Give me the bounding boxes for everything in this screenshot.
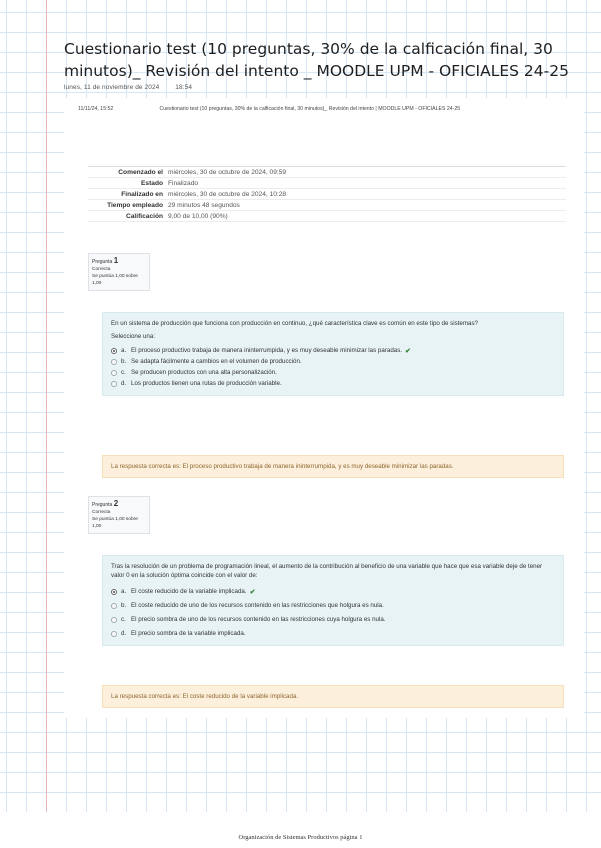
answer-option[interactable] (111, 614, 555, 625)
attempt-summary-table (88, 166, 566, 222)
question-number (92, 257, 146, 266)
option-text: El proceso productivo trabaja de manera ininterrumpida, y es muy deseable minimizar las paradas. (131, 347, 403, 354)
check-icon: ✔ (405, 347, 411, 355)
option-letter: d. (121, 380, 127, 387)
summary-label: Tiempo empleado (107, 201, 163, 209)
answer-option[interactable] (111, 345, 555, 356)
answer-option[interactable] (111, 378, 555, 389)
radio-button[interactable] (111, 370, 117, 376)
question-text: En un sistema de producción que funciona con producción en continuo, ¿qué característica clave es común en este tipo de sistemas? (111, 320, 478, 327)
time-text: 18:54 (175, 84, 193, 91)
radio-button[interactable] (111, 589, 117, 595)
page-footer: Organización de Sistemas Productivos página 1 (238, 834, 363, 841)
option-text: El coste reducido de la variable implicada. (131, 588, 247, 595)
question-number-label: Pregunta (92, 259, 113, 265)
radio-button[interactable] (111, 359, 117, 365)
radio-button[interactable] (111, 381, 117, 387)
radio-button[interactable] (111, 348, 117, 354)
option-text: Se adapta fácilmente a cambios en el volumen de producción. (131, 358, 302, 365)
question-number-value: 2 (113, 499, 119, 508)
answer-option[interactable] (111, 356, 555, 367)
question-2-feedback: La respuesta correcta es: El coste reducido de la variable implicada. (102, 685, 564, 708)
radio-button[interactable] (111, 617, 117, 623)
summary-row (88, 178, 566, 189)
summary-label: Estado (141, 179, 163, 187)
question-number-label: Pregunta (92, 502, 113, 508)
summary-label: Comenzado el (118, 168, 163, 176)
question-status: Correcta (92, 267, 111, 272)
page-date (64, 84, 206, 91)
print-page-title: Cuestionario test (10 preguntas, 30% de la calficación final, 30 minutos)_ Revisión del intento | MOODLE UPM - OFICIALES 24-25 (159, 106, 461, 112)
option-letter: c. (121, 369, 126, 376)
print-timestamp: 11/11/24, 15:52 (78, 106, 114, 112)
date-text: lunes, 11 de noviembre de 2024 (64, 84, 160, 91)
option-letter: b. (121, 358, 127, 365)
summary-value: 9,00 de 10,00 (90%) (168, 212, 228, 220)
summary-value: 29 minutos 48 segundos (168, 201, 240, 209)
summary-row (88, 167, 566, 178)
summary-value: Finalizado (168, 179, 199, 187)
question-number (92, 500, 146, 509)
option-text: Se producen productos con una alta personalización. (131, 369, 277, 376)
option-letter: d. (121, 630, 127, 637)
option-letter: a. (121, 347, 127, 354)
question-1-content (102, 312, 564, 396)
question-2-info (88, 496, 150, 534)
option-text: El precio sombra de uno de los recursos contenido en las restricciones cuya holgura es nula. (131, 616, 386, 623)
answer-option[interactable] (111, 367, 555, 378)
printed-page (64, 98, 584, 718)
question-status: Correcta (92, 510, 111, 515)
question-number-value: 1 (113, 256, 119, 265)
notebook-margin-line (46, 0, 47, 812)
summary-label: Finalizado en (121, 190, 163, 198)
select-prompt: Seleccione una: (111, 333, 156, 340)
summary-row (88, 200, 566, 211)
question-text: Tras la resolución de un problema de programación lineal, el aumento de la contribución al beneficio de una variable que hace que esa variable deje de tener valor 0 en la solución óptima coincide con el valor de: (111, 563, 543, 579)
radio-button[interactable] (111, 603, 117, 609)
summary-value: miércoles, 30 de octubre de 2024, 10:28 (168, 190, 287, 198)
question-score: Se puntúa 1,00 sobre 1,00 (92, 517, 138, 529)
question-1-info (88, 253, 150, 291)
question-score: Se puntúa 1,00 sobre 1,00 (92, 274, 138, 286)
check-icon: ✔ (249, 588, 256, 596)
answer-option[interactable] (111, 586, 555, 597)
question-2-content (102, 555, 564, 646)
summary-row (88, 211, 566, 222)
summary-label: Calificación (125, 212, 163, 220)
option-letter: a. (121, 588, 127, 595)
summary-row (88, 189, 566, 200)
option-letter: b. (121, 602, 127, 609)
page-title: Cuestionario test (10 preguntas, 30% de la calficación final, 30 minutos)_ Revisión del intento _ MOODLE UPM - OFICIALES 24-25 (64, 40, 569, 80)
option-letter: c. (121, 616, 126, 623)
option-text: El precio sombra de la variable implicada. (131, 630, 246, 637)
answer-option[interactable] (111, 600, 555, 611)
page-bottom-area (0, 812, 601, 848)
option-text: Los productos tienen una rutas de producción variable. (131, 380, 282, 387)
summary-value: miércoles, 30 de octubre de 2024, 09:59 (168, 168, 287, 176)
answer-option[interactable] (111, 628, 555, 639)
option-text: El coste reducido de uno de los recursos contenido en las restricciones que holgura es nula. (131, 602, 384, 609)
print-header (78, 106, 578, 112)
question-1-feedback: La respuesta correcta es: El proceso productivo trabaja de manera ininterrumpida, y es muy deseable minimizar las paradas. (102, 455, 564, 478)
radio-button[interactable] (111, 631, 117, 637)
